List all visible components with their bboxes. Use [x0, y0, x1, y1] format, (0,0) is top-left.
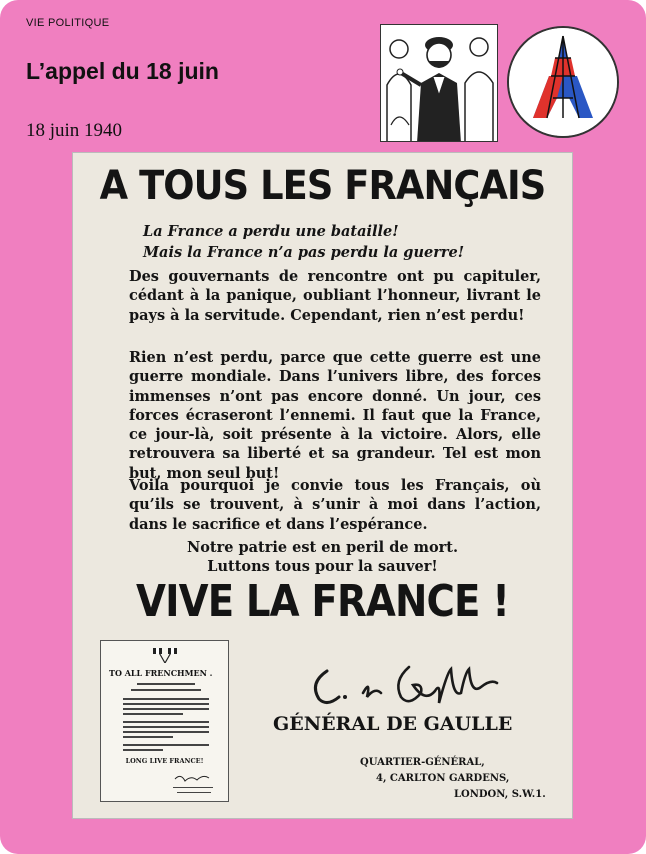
mini-text-line	[123, 708, 209, 710]
poster-paragraph-2: Rien n’est perdu, parce que cette guerre est une guerre mondiale. Dans l’univers libre, des forces immenses n’ont pas encore donné. Un jour, ces forces écraseront l’ennemi. Il faut que la France, ce jour-là, soit présente à la victoire. Alors, elle retrouvera sa liberté et sa grandeur. Tel est mon but, mon seul but!	[129, 349, 541, 482]
eiffel-tower-icon	[507, 26, 619, 138]
mini-poster-title: TO ALL FRENCHMEN .	[109, 668, 213, 678]
mini-text-line	[137, 683, 195, 685]
mini-poster-vive: LONG LIVE FRANCE!	[125, 757, 204, 765]
crowd-illustration-icon	[380, 24, 498, 142]
mini-text-line	[123, 721, 209, 723]
poster-general: GÉNÉRAL DE GAULLE	[273, 713, 513, 735]
poster-subline-2: Mais la France n’a pas perdu la guerre!	[143, 244, 465, 261]
poster-paragraph-3: Voila pourquoi je convie tous les Français, où qu’ils se trouvent, à s’unir à moi dans l’action, dans le sacrifice et dans l’espérance.	[129, 477, 541, 533]
poster-paragraph-1: Des gouvernants de rencontre ont pu capituler, cédant à la panique, oubliant l’honneur, livrant le pays à la servitude. Cependant, rien n’est perdu!	[129, 268, 541, 324]
mini-signature	[171, 771, 211, 785]
poster-closing-2: Luttons tous pour la sauver!	[207, 558, 438, 575]
mini-text-line	[173, 787, 213, 788]
english-poster-thumbnail	[100, 640, 229, 802]
poster-address-line-1: QUARTIER-GÉNÉRAL,	[360, 757, 485, 768]
mini-text-line	[123, 749, 163, 751]
mini-text-line	[123, 698, 209, 700]
flags-icon	[151, 647, 179, 663]
mini-text-line	[177, 792, 211, 793]
poster-vive-la-france: VIVE LA FRANCE !	[136, 576, 509, 627]
mini-text-line	[123, 736, 173, 738]
mini-text-line	[123, 726, 209, 728]
card-title: L’appel du 18 juin	[26, 58, 219, 84]
mini-text-line	[131, 689, 201, 691]
poster-headline: A TOUS LES FRANÇAIS	[99, 163, 546, 209]
mini-text-line	[123, 744, 209, 746]
category-label: VIE POLITIQUE	[26, 17, 110, 29]
poster-subline-1: La France a perdu une bataille!	[143, 223, 399, 240]
mini-text-line	[123, 703, 209, 705]
mini-text-line	[123, 731, 209, 733]
poster-closing-1: Notre patrie est en peril de mort.	[186, 539, 459, 556]
card-date: 18 juin 1940	[26, 120, 123, 141]
poster-address-line-3: LONDON, S.W.1.	[454, 789, 546, 800]
mini-text-line	[123, 713, 183, 715]
poster	[72, 152, 573, 819]
poster-address-line-2: 4, CARLTON GARDENS,	[376, 773, 510, 784]
